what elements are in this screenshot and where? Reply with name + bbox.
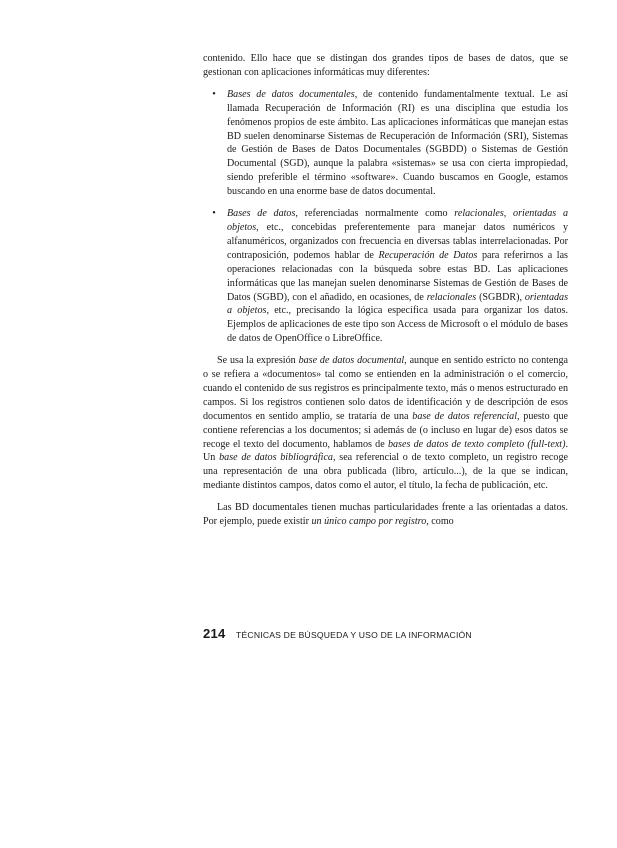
bullet-text: , referenciadas normalmente como [295,208,455,220]
body-text [203,52,568,529]
bullet-icon: • [212,88,216,100]
page-number: 214 [203,626,226,641]
intro-paragraph: contenido. Ello hace que se distingan dos grandes tipos de bases de datos, que se gestionan con aplicaciones informáticas muy diferentes: [203,53,568,78]
paragraph-particularidades [203,501,568,529]
bullet-text: , etc., concebidas preferentemente para manejar datos numéricos y alfanuméricos, organizados con frecuencia en diversas tablas interrelacionadas. Por contraposición, podemos hablar de [227,221,568,261]
emphasis-bd-bibliografica: base de datos bibliográfica [219,452,333,464]
bullet-text: (SGBDR), [476,291,525,303]
emphasis-bd-documental: base de datos documental [298,355,405,367]
running-title: TÉCNICAS DE BÚSQUEDA Y USO DE LA INFORMACIÓN [236,630,472,640]
emphasis-texto-completo: bases de datos de texto completo (full-text) [387,438,566,450]
paragraph-text: . Un [203,438,568,464]
emphasis-relacionales: relacionales [426,291,477,303]
bullet-text: , de contenido fundamentalmente textual. Le así llamada Recuperación de Información (RI) es una disciplina que estudia los fenómenos propios de este ámbito. Las aplicaciones informáticas que manejan estas BD suelen denominarse Sistemas de Recuperación de Información (SRI), Sistemas de Gestión de Bases de Datos Documentales (SGBDD) o Sistemas de Gestión Documental (SGD), aunque la palabra «sistemas» se usa con cierta impropiedad, siendo preferible el término «software». Cuando buscamos en Google, estamos buscando en una enorme base de datos documental. [227,88,568,198]
bullet-item-datos [212,207,569,346]
paragraph-text: , aunque en sentido estricto no contenga o se refiera a «documentos» tal como se entienden en la administración o el comercio, cuando el contenido de sus registros es principalmente texto, más o menos estructurado en campos. Si los registros contienen solo datos de identificación y de descripción de esos documentos en sentido amplio, se trataría de una [203,355,568,422]
bullet-item-documentales [212,88,568,199]
term-bd-documentales: Bases de datos documentales [227,88,355,100]
paragraph-text: Las BD documentales tienen muchas particularidades frente a las orientadas a datos. Por ejemplo, puede existir [203,502,568,528]
emphasis-relacionales-objetos: relacionales, orientadas a objetos [227,208,568,233]
paragraph-base-datos-documental [203,354,568,493]
paragraph-text: Se usa la expresión [217,355,299,367]
emphasis-unico-campo: un único campo por registro [311,516,427,528]
paragraph-text: , sea referencial o de texto completo, un registro recoge una representación de una obra publicada (libro, artículo...), de la que se indican, mediante distintos campos, datos como el autor, el título, la fecha de publicación, etc. [203,452,568,492]
bullet-list [203,88,568,346]
emphasis-recuperacion-datos: Recuperación de Datos [378,249,478,261]
paragraph-text: , puesto que contiene referencias a los documentos; si además de (o incluso en lugar de) esos datos se recoge el texto del documento, hablamos de [203,410,569,450]
page-footer [203,625,568,643]
emphasis-bd-referencial: base de datos referencial [412,410,518,422]
bullet-icon: • [212,208,216,220]
paragraph-text: , como [426,516,454,528]
bullet-text: para referirnos a las operaciones relacionadas con la búsqueda sobre estas BD. Las aplicaciones informáticas que las manejan suelen denominarse Sistemas de Gestión de Bases de Datos (SGBD), con el añadido, en ocasiones, de [227,249,568,303]
emphasis-orientadas-objetos: orientadas a objetos [227,291,569,317]
term-bd-datos: Bases de datos [227,208,296,220]
bullet-text: , etc., precisando la lógica específica usada para organizar los datos. Ejemplos de aplicaciones de este tipo son Access de Microsoft o el módulo de bases de datos de OpenOffice o LibreOffice. [227,305,568,345]
